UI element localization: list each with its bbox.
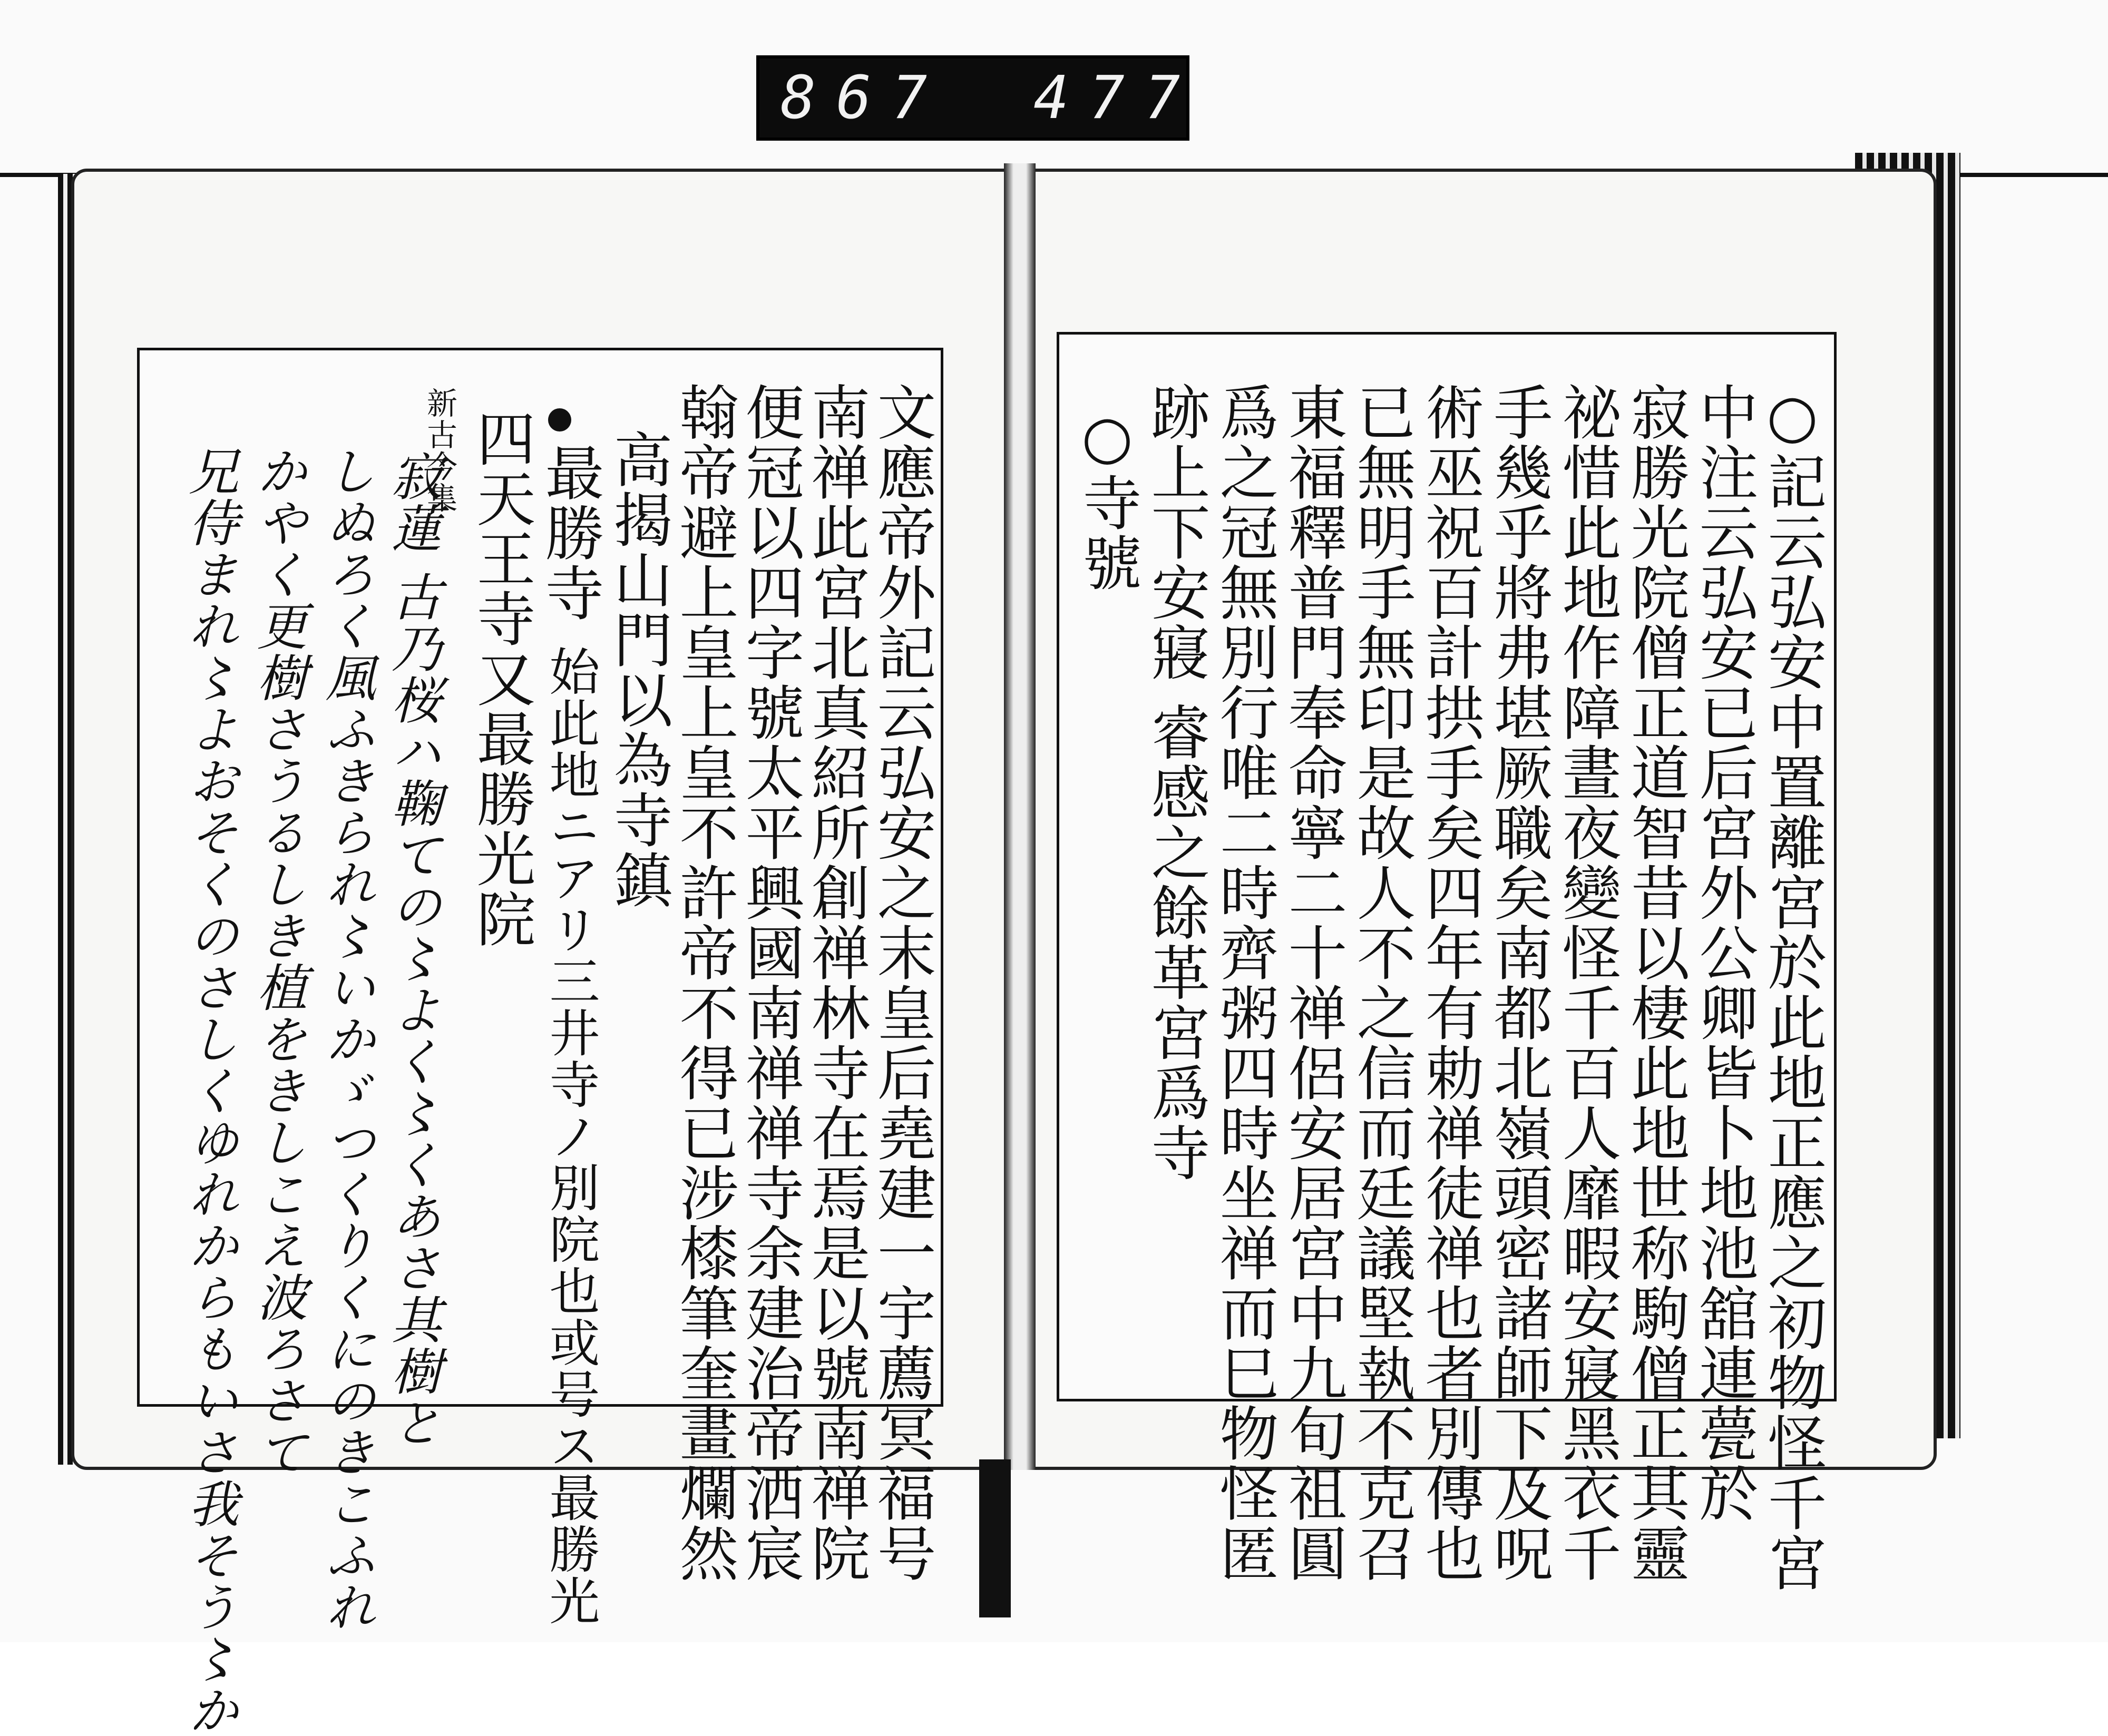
poem-column-1: 寂蓮 古乃桜ハ鞠ての〻よく〻くあさ其樹と (383, 450, 442, 1449)
right-column-11-heading: ○寺號 (1073, 403, 1141, 593)
poem-column-4: 兄侍まれ〻よおそくのさしくゆれからもいさ我そう〻か (180, 445, 239, 1736)
book-spine (1004, 163, 1036, 1470)
left-heading-saishoji: 最勝寺 (535, 443, 604, 623)
right-column-5: 手幾乎將弗堪厥職矣南都北嶺頭密諸師下及呪 (1484, 382, 1553, 1583)
left-column-7: 四天王寺又最勝光院 (467, 408, 535, 949)
poem-column-3: かやく更樹さうるしき植をきしこえ波ろさて (249, 445, 308, 1478)
spine-cord (979, 1459, 1011, 1617)
left-column-4: 翰帝避上皇上皇不許帝不得已涉㯃筆奎畫爛然 (670, 382, 738, 1583)
left-column-2: 南禅此宮北真紹所創禅林寺在焉是以號南禅院 (802, 382, 870, 1583)
left-column-5: 高揭山門以為寺鎮 (604, 429, 672, 910)
right-column-10: 跡上下安寢 睿感之餘革宮爲寺 (1141, 382, 1210, 1183)
right-text-frame (1057, 332, 1837, 1593)
poem-column-2: しぬろく風ふきられ〻いかゞつくりくにのきこふれ (317, 445, 376, 1633)
left-text-frame (137, 348, 943, 1736)
right-column-8: 東福釋普門奉命寧二十禅侶安居宮中九旬祖圓 (1279, 382, 1347, 1583)
note-shinkokinshu: 新古今集 (422, 387, 457, 514)
right-column-4: 祕惜此地作障晝夜變怪千百人靡暇安寢黑衣千 (1553, 382, 1621, 1583)
left-column-1: 文應帝外記云弘安之末皇后堯建一宇薦冥福号 (867, 382, 936, 1583)
right-column-6: 術巫祝百計拱手矣四年有勅禅徒禅也者別傳也 (1416, 382, 1484, 1583)
right-column-1: ○記云弘安中置離宮於此地正應之初物怪千宮 (1758, 382, 1827, 1593)
right-column-7: 已無明手無印是故人不之信而廷議堅執不克召 (1347, 382, 1416, 1583)
label-left-number: 867 (780, 64, 948, 132)
right-column-2: 中注云弘安已后宮外公卿皆卜地池舘連甍於 (1690, 382, 1758, 1523)
section-bullet (548, 408, 571, 431)
left-column-6: 始此地ニアリ三井寺ノ別院也或号ス最勝光 (541, 645, 600, 1626)
right-column-3: 寂勝光院僧正道智昔以棲此地世称駒僧正其靈 (1621, 382, 1690, 1583)
right-column-9: 爲之冠無別行唯二時齊粥四時坐禅而巳物怪匿 (1210, 382, 1279, 1583)
catalog-label (756, 55, 1201, 141)
label-right-number: 477 (1033, 64, 1201, 132)
left-column-3: 便冠以四字號太平興國南禅禅寺余建治帝洒宸 (736, 382, 804, 1583)
